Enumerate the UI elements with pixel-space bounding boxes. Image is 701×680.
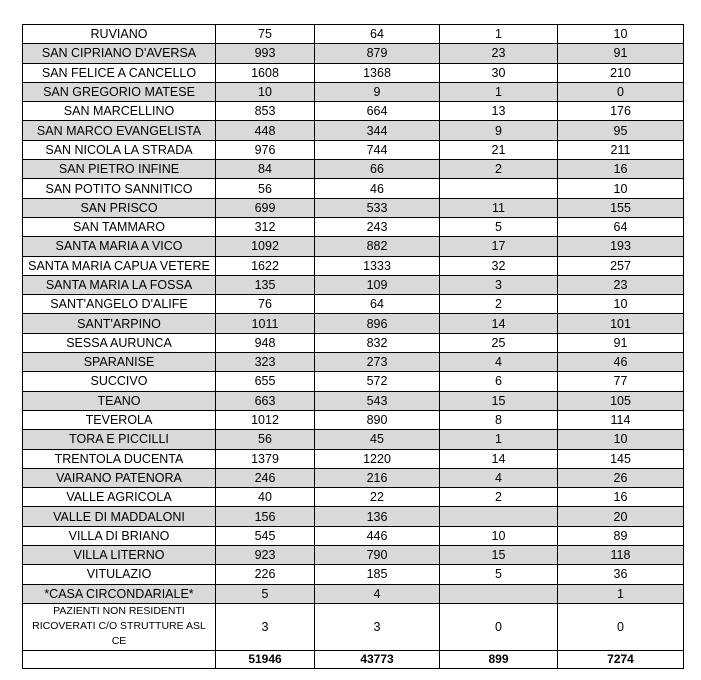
value-cell-1: 1379 (216, 449, 315, 468)
value-cell-2: 744 (315, 140, 440, 159)
value-cell-4: 257 (558, 256, 684, 275)
value-cell-3: 9 (440, 121, 558, 140)
value-cell-2: 3 (315, 603, 440, 650)
municipality-cell: VALLE DI MADDALONI (23, 507, 216, 526)
value-cell-2: 344 (315, 121, 440, 140)
value-cell-1: 1608 (216, 63, 315, 82)
table-row (23, 526, 684, 545)
table-row (23, 314, 684, 333)
value-cell-3: 30 (440, 63, 558, 82)
value-cell-1: 448 (216, 121, 315, 140)
value-cell-1: 226 (216, 565, 315, 584)
value-cell-2: 446 (315, 526, 440, 545)
municipality-cell: TEANO (23, 391, 216, 410)
value-cell-1: 56 (216, 430, 315, 449)
municipality-cell: SAN PIETRO INFINE (23, 160, 216, 179)
value-cell-3: 3 (440, 275, 558, 294)
value-cell-4: 1 (558, 584, 684, 603)
value-cell-3: 21 (440, 140, 558, 159)
value-cell-4: 101 (558, 314, 684, 333)
municipality-cell: SANTA MARIA LA FOSSA (23, 275, 216, 294)
municipality-cell: SANT'ANGELO D'ALIFE (23, 295, 216, 314)
value-cell-2: 45 (315, 430, 440, 449)
value-cell-2: 66 (315, 160, 440, 179)
municipality-cell: PAZIENTI NON RESIDENTI RICOVERATI C/O STRUTTURE ASL CE (23, 603, 216, 650)
value-cell-2: 64 (315, 295, 440, 314)
value-cell-2: 216 (315, 468, 440, 487)
value-cell-2: 890 (315, 410, 440, 429)
value-cell-2: 273 (315, 353, 440, 372)
value-cell-4: 155 (558, 198, 684, 217)
value-cell-1: 76 (216, 295, 315, 314)
table-row (23, 140, 684, 159)
value-cell-3: 0 (440, 603, 558, 650)
municipality-cell: VALLE AGRICOLA (23, 488, 216, 507)
table-row (23, 391, 684, 410)
value-cell-4: 46 (558, 353, 684, 372)
value-cell-2: 136 (315, 507, 440, 526)
total-value-cell-2: 43773 (315, 650, 440, 668)
value-cell-2: 22 (315, 488, 440, 507)
total-value-cell-3: 899 (440, 650, 558, 668)
table-row (23, 295, 684, 314)
table-row (23, 584, 684, 603)
table-row (23, 160, 684, 179)
value-cell-4: 10 (558, 295, 684, 314)
value-cell-4: 211 (558, 140, 684, 159)
value-cell-2: 572 (315, 372, 440, 391)
value-cell-1: 948 (216, 333, 315, 352)
table-row (23, 63, 684, 82)
value-cell-1: 655 (216, 372, 315, 391)
municipality-cell: SAN POTITO SANNITICO (23, 179, 216, 198)
value-cell-3 (440, 179, 558, 198)
value-cell-4: 23 (558, 275, 684, 294)
value-cell-3: 15 (440, 546, 558, 565)
value-cell-3: 10 (440, 526, 558, 545)
value-cell-4: 16 (558, 488, 684, 507)
value-cell-1: 1011 (216, 314, 315, 333)
municipality-cell: SAN NICOLA LA STRADA (23, 140, 216, 159)
value-cell-2: 790 (315, 546, 440, 565)
value-cell-3: 2 (440, 488, 558, 507)
table-row (23, 333, 684, 352)
municipality-cell: SUCCIVO (23, 372, 216, 391)
value-cell-2: 46 (315, 179, 440, 198)
value-cell-1: 10 (216, 82, 315, 101)
value-cell-1: 135 (216, 275, 315, 294)
municipality-cell: VITULAZIO (23, 565, 216, 584)
municipality-cell: SAN CIPRIANO D'AVERSA (23, 44, 216, 63)
value-cell-3: 1 (440, 430, 558, 449)
table-row (23, 372, 684, 391)
value-cell-2: 896 (315, 314, 440, 333)
value-cell-2: 879 (315, 44, 440, 63)
total-value-cell-4: 7274 (558, 650, 684, 668)
value-cell-3: 1 (440, 25, 558, 44)
table-row (23, 507, 684, 526)
value-cell-1: 545 (216, 526, 315, 545)
value-cell-4: 36 (558, 565, 684, 584)
value-cell-3: 2 (440, 295, 558, 314)
municipality-cell: VILLA LITERNO (23, 546, 216, 565)
municipality-cell: TEVEROLA (23, 410, 216, 429)
municipality-cell: SAN MARCELLINO (23, 102, 216, 121)
municipality-data-table (22, 24, 684, 669)
value-cell-3: 5 (440, 565, 558, 584)
value-cell-4: 0 (558, 603, 684, 650)
value-cell-4: 89 (558, 526, 684, 545)
table-row (23, 82, 684, 101)
value-cell-3: 15 (440, 391, 558, 410)
table-row (23, 44, 684, 63)
table-body (23, 25, 684, 669)
value-cell-4: 64 (558, 217, 684, 236)
value-cell-2: 109 (315, 275, 440, 294)
table-row (23, 603, 684, 650)
value-cell-3: 5 (440, 217, 558, 236)
value-cell-4: 20 (558, 507, 684, 526)
value-cell-2: 832 (315, 333, 440, 352)
value-cell-3: 23 (440, 44, 558, 63)
value-cell-1: 1092 (216, 237, 315, 256)
municipality-cell: SPARANISE (23, 353, 216, 372)
value-cell-2: 185 (315, 565, 440, 584)
value-cell-3: 14 (440, 314, 558, 333)
table-row (23, 217, 684, 236)
value-cell-3: 25 (440, 333, 558, 352)
value-cell-3: 4 (440, 353, 558, 372)
value-cell-2: 64 (315, 25, 440, 44)
value-cell-1: 156 (216, 507, 315, 526)
value-cell-1: 312 (216, 217, 315, 236)
value-cell-3 (440, 507, 558, 526)
table-row (23, 198, 684, 217)
value-cell-3: 2 (440, 160, 558, 179)
value-cell-2: 4 (315, 584, 440, 603)
value-cell-3 (440, 584, 558, 603)
value-cell-3: 6 (440, 372, 558, 391)
value-cell-1: 323 (216, 353, 315, 372)
municipality-cell: TORA E PICCILLI (23, 430, 216, 449)
value-cell-1: 699 (216, 198, 315, 217)
table-row (23, 237, 684, 256)
value-cell-2: 882 (315, 237, 440, 256)
value-cell-3: 32 (440, 256, 558, 275)
value-cell-2: 533 (315, 198, 440, 217)
value-cell-4: 91 (558, 44, 684, 63)
value-cell-1: 976 (216, 140, 315, 159)
value-cell-2: 1333 (315, 256, 440, 275)
totals-row (23, 650, 684, 668)
table-row (23, 410, 684, 429)
table-row (23, 179, 684, 198)
table-row (23, 468, 684, 487)
table-row (23, 256, 684, 275)
value-cell-1: 5 (216, 584, 315, 603)
municipality-cell: TRENTOLA DUCENTA (23, 449, 216, 468)
value-cell-4: 118 (558, 546, 684, 565)
table-row (23, 121, 684, 140)
table-row (23, 430, 684, 449)
table-row (23, 102, 684, 121)
value-cell-4: 10 (558, 25, 684, 44)
value-cell-4: 91 (558, 333, 684, 352)
value-cell-3: 1 (440, 82, 558, 101)
value-cell-4: 10 (558, 430, 684, 449)
value-cell-3: 11 (440, 198, 558, 217)
table-row (23, 25, 684, 44)
value-cell-1: 663 (216, 391, 315, 410)
municipality-cell: SAN PRISCO (23, 198, 216, 217)
value-cell-4: 193 (558, 237, 684, 256)
value-cell-4: 0 (558, 82, 684, 101)
value-cell-2: 543 (315, 391, 440, 410)
total-value-cell-1: 51946 (216, 650, 315, 668)
value-cell-3: 13 (440, 102, 558, 121)
municipality-cell: SANTA MARIA CAPUA VETERE (23, 256, 216, 275)
table-row (23, 449, 684, 468)
value-cell-3: 8 (440, 410, 558, 429)
value-cell-1: 993 (216, 44, 315, 63)
value-cell-2: 1220 (315, 449, 440, 468)
value-cell-4: 77 (558, 372, 684, 391)
municipality-cell: VILLA DI BRIANO (23, 526, 216, 545)
municipality-cell: RUVIANO (23, 25, 216, 44)
value-cell-1: 3 (216, 603, 315, 650)
municipality-cell: SAN FELICE A CANCELLO (23, 63, 216, 82)
municipality-cell: SAN GREGORIO MATESE (23, 82, 216, 101)
value-cell-3: 14 (440, 449, 558, 468)
value-cell-4: 210 (558, 63, 684, 82)
municipality-cell: *CASA CIRCONDARIALE* (23, 584, 216, 603)
value-cell-2: 9 (315, 82, 440, 101)
table-row (23, 353, 684, 372)
municipality-cell: SAN MARCO EVANGELISTA (23, 121, 216, 140)
municipality-cell: SANTA MARIA A VICO (23, 237, 216, 256)
value-cell-1: 246 (216, 468, 315, 487)
table-row (23, 488, 684, 507)
value-cell-1: 1622 (216, 256, 315, 275)
value-cell-4: 16 (558, 160, 684, 179)
municipality-cell: SAN TAMMARO (23, 217, 216, 236)
value-cell-4: 145 (558, 449, 684, 468)
value-cell-1: 40 (216, 488, 315, 507)
table-row (23, 546, 684, 565)
value-cell-1: 923 (216, 546, 315, 565)
table-row (23, 275, 684, 294)
value-cell-1: 1012 (216, 410, 315, 429)
value-cell-4: 105 (558, 391, 684, 410)
value-cell-1: 75 (216, 25, 315, 44)
value-cell-3: 17 (440, 237, 558, 256)
value-cell-4: 10 (558, 179, 684, 198)
value-cell-2: 664 (315, 102, 440, 121)
value-cell-4: 114 (558, 410, 684, 429)
value-cell-2: 1368 (315, 63, 440, 82)
municipality-cell: SANT'ARPINO (23, 314, 216, 333)
value-cell-3: 4 (440, 468, 558, 487)
value-cell-2: 243 (315, 217, 440, 236)
municipality-cell: SESSA AURUNCA (23, 333, 216, 352)
value-cell-1: 853 (216, 102, 315, 121)
value-cell-1: 56 (216, 179, 315, 198)
value-cell-1: 84 (216, 160, 315, 179)
value-cell-4: 95 (558, 121, 684, 140)
value-cell-4: 176 (558, 102, 684, 121)
municipality-cell: VAIRANO PATENORA (23, 468, 216, 487)
value-cell-4: 26 (558, 468, 684, 487)
table-row (23, 565, 684, 584)
totals-label-cell (23, 650, 216, 668)
